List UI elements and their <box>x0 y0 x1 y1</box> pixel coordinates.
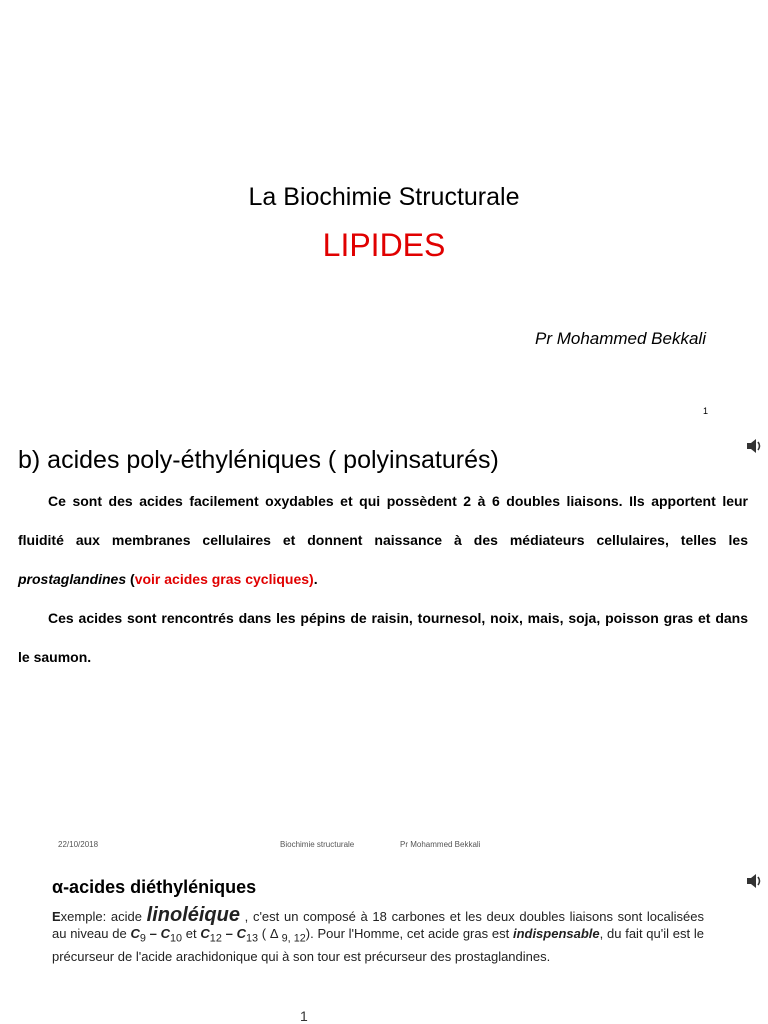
slide-title: LIPIDES <box>322 227 446 263</box>
linoleique-term: linoléique <box>146 904 240 926</box>
section-heading: b) acides poly-éthyléniques ( polyinsaturés) <box>18 446 499 474</box>
slide-author: Pr Mohammed Bekkali <box>534 329 706 348</box>
prostaglandines-term: prostaglandines <box>18 571 127 587</box>
footer-title: Biochimie structurale <box>280 840 355 849</box>
footer-author: Pr Mohammed Bekkali <box>400 840 481 849</box>
speaker-icon[interactable] <box>745 872 765 890</box>
cross-reference: voir acides gras cycliques) <box>134 571 314 587</box>
paragraph-2: Ces acides sont rencontrés dans les pépins de raisin, tournesol, noix, mais, soja, poisson gras et dans le saumon. <box>18 610 748 665</box>
footer-date: 22/10/2018 <box>58 840 99 849</box>
speaker-icon[interactable] <box>745 437 765 455</box>
slide-number: 1 <box>703 406 709 416</box>
paragraph-1: Ce sont des acides facilement oxydables et qui possèdent 2 à 6 doubles liaisons. Ils apportent leur fluidité aux membranes cellulaires et donnent naissance à des médiateurs cellulaires, telles les prostaglandines (voir acides gras cycliques). <box>18 493 748 587</box>
alpha-heading: α-acides diéthyléniques <box>52 877 257 897</box>
slide-subtitle: La Biochimie Structurale <box>248 183 520 211</box>
example-paragraph: Exemple: acide linoléique , c'est un composé à 18 carbones et les deux doubles liaisons sont localisées au niveau de $C_9 - C_{10}$ et $C_{12} - C_{13}$ ( Δ $_{9, 12}$). Pour l'Homme, cet acide gras est indispensable, du fait qu'il est le précurseur de l'acide arachidonique qui à son tour est précurseur des prostaglandines. <box>52 904 705 964</box>
formula-fragment: 1 <box>300 1008 338 1024</box>
